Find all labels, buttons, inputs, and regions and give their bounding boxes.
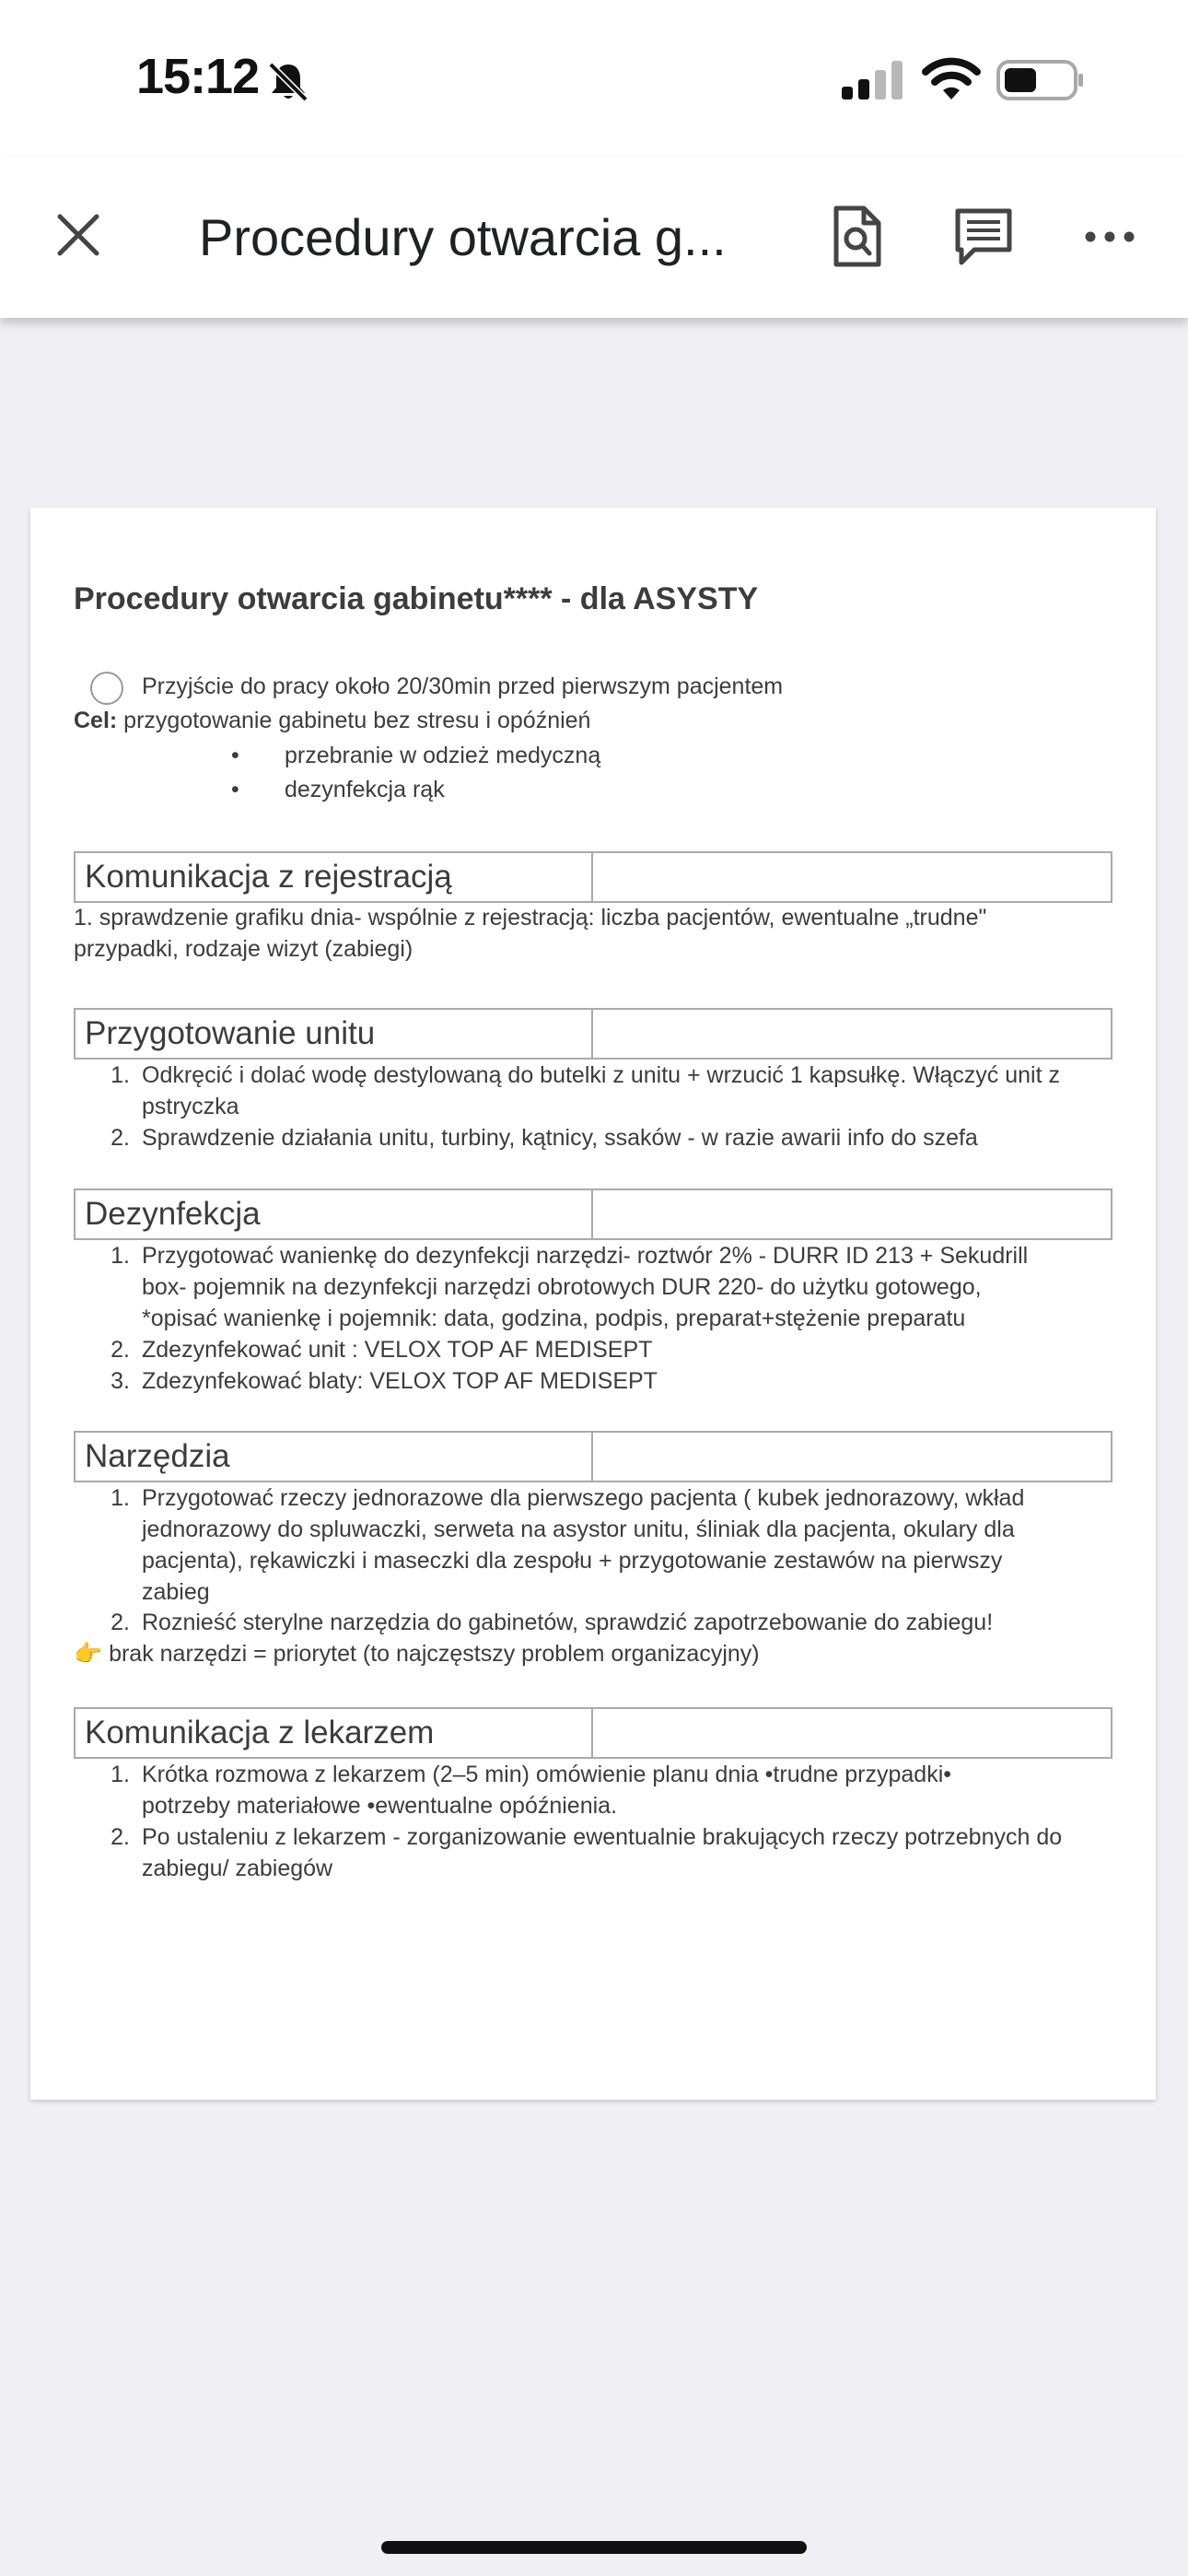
- list-item: Roznieść sterylne narzędzia do gabinetów, sprawdzić zapotrzebowanie do zabiegu!: [142, 1610, 994, 1635]
- cellular-signal-icon: [840, 61, 906, 100]
- goal-text: przygotowanie gabinetu bez stresu i opóźnień: [117, 708, 591, 733]
- goal-line: [74, 705, 590, 736]
- bullet-item: przebranie w odzież medyczną: [285, 743, 601, 768]
- list-item: box- pojemnik na dezynfekcji narzędzi obrotowych DUR 220- do użytku gotowego,: [142, 1274, 982, 1300]
- section-header-empty-cell: [593, 1190, 1111, 1238]
- list-number: 1.: [111, 1243, 130, 1269]
- circle-bullet-icon: [90, 672, 123, 705]
- section-header: [74, 851, 1112, 903]
- list-item: zabieg: [142, 1579, 210, 1605]
- document-search-icon: [831, 205, 882, 268]
- list-item: Zdezynfekować unit : VELOX TOP AF MEDISEPT: [142, 1337, 653, 1363]
- section-header-empty-cell: [593, 1010, 1111, 1058]
- list-number: 1.: [111, 1762, 130, 1787]
- section-header: [74, 1188, 1112, 1240]
- section-header-empty-cell: [593, 1433, 1111, 1481]
- list-number: 1.: [111, 1062, 130, 1088]
- list-number: 2.: [111, 1125, 130, 1151]
- section-heading: Przygotowanie unitu: [76, 1010, 593, 1058]
- list-number: 1.: [111, 1485, 130, 1511]
- list-item: Po ustaleniu z lekarzem - zorganizowanie ewentualnie brakujących rzeczy potrzebnych do: [142, 1824, 1063, 1850]
- list-item: Odkręcić i dolać wodę destylowaną do butelki z unitu + wrzucić 1 kapsułkę. Włączyć unit z: [142, 1062, 1060, 1088]
- section-heading: Narzędzia: [76, 1433, 593, 1481]
- section-header-empty-cell: [593, 1709, 1111, 1757]
- list-number: 3.: [111, 1368, 130, 1394]
- status-bar: [0, 0, 1188, 157]
- section-header: [74, 1707, 1112, 1759]
- list-number: 2.: [111, 1824, 130, 1850]
- list-item: *opisać wanienkę i pojemnik: data, godzina, podpis, preparat+stężenie preparatu: [142, 1306, 966, 1331]
- goal-label: Cel:: [74, 708, 118, 733]
- comment-icon: [954, 207, 1013, 266]
- list-item: zabiegu/ zabiegów: [142, 1856, 333, 1881]
- comments-button[interactable]: [947, 195, 1020, 278]
- close-button[interactable]: [46, 203, 111, 267]
- list-item: Zdezynfekować blaty: VELOX TOP AF MEDISEPT: [142, 1368, 658, 1394]
- more-options-button[interactable]: [1077, 195, 1142, 278]
- priority-note: 👉 brak narzędzi = priorytet (to najczęstszy problem organizacyjny): [74, 1641, 760, 1667]
- section-text: 1. sprawdzenie grafiku dnia- wspólnie z rejestracją: liczba pacjentów, ewentualne „trudne": [74, 905, 987, 931]
- list-item: Sprawdzenie działania unitu, turbiny, kątnicy, ssaków - w razie awarii info do szefa: [142, 1125, 978, 1151]
- intro-item: Przyjście do pracy około 20/30min przed pierwszym pacjentem: [142, 673, 784, 699]
- section-text: przypadki, rodzaje wizyt (zabiegi): [74, 936, 413, 962]
- list-number: 2.: [111, 1337, 130, 1363]
- find-in-document-button[interactable]: [820, 195, 893, 278]
- list-item: Krótka rozmowa z lekarzem (2–5 min) omówienie planu dnia •trudne przypadki•: [142, 1762, 952, 1787]
- more-horizontal-icon: [1084, 230, 1136, 243]
- close-icon: [55, 212, 101, 258]
- wifi-icon: [921, 57, 982, 101]
- section-heading: Dezynfekcja: [76, 1190, 593, 1238]
- list-item: jednorazowy do spluwaczki, serweta na asystor unitu, śliniak dla pacjenta, okulary dla: [142, 1516, 1015, 1542]
- bullet-dot: •: [231, 743, 239, 768]
- list-item: Przygotować wanienkę do dezynfekcji narzędzi- roztwór 2% - DURR ID 213 + Sekudrill: [142, 1243, 1029, 1269]
- bullet-item: dezynfekcja rąk: [285, 777, 445, 802]
- list-item: pstryczka: [142, 1094, 239, 1119]
- list-item: pacjenta), rękawiczki i maseczki dla zespołu + przygotowanie zestawów na pierwszy: [142, 1548, 1003, 1574]
- document-page: [30, 508, 1156, 2100]
- home-indicator[interactable]: [381, 2541, 807, 2554]
- battery-icon: [996, 59, 1085, 101]
- bell-muted-icon: [265, 59, 311, 105]
- list-item: Przygotować rzeczy jednorazowe dla pierwszego pacjenta ( kubek jednorazowy, wkład: [142, 1485, 1025, 1511]
- app-toolbar: [0, 157, 1188, 318]
- document-heading: Procedury otwarcia gabinetu**** - dla ASYSTY: [74, 581, 759, 616]
- section-header: [74, 1431, 1112, 1482]
- list-item: potrzeby materiałowe •ewentualne opóźnienia.: [142, 1793, 618, 1819]
- status-time: 15:12: [136, 49, 260, 104]
- list-number: 2.: [111, 1610, 130, 1635]
- section-header-empty-cell: [593, 853, 1111, 901]
- bullet-dot: •: [231, 777, 239, 802]
- section-header: [74, 1008, 1112, 1060]
- section-heading: Komunikacja z lekarzem: [76, 1709, 593, 1757]
- section-heading: Komunikacja z rejestracją: [76, 853, 593, 901]
- document-title: Procedury otwarcia g...: [199, 208, 727, 266]
